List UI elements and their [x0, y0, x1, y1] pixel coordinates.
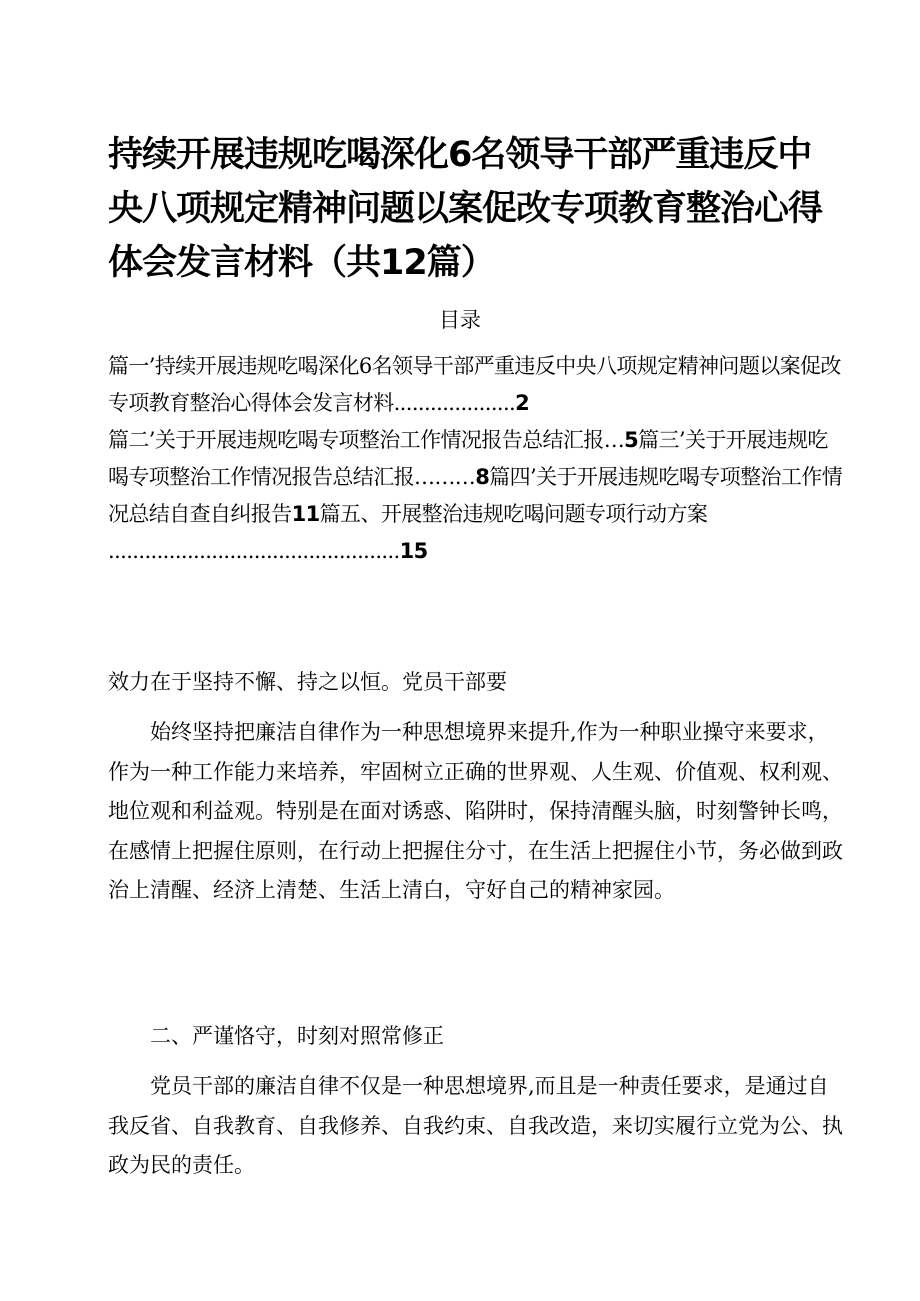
toc-entry-2[interactable]: [108, 428, 638, 452]
body-paragraph-1: 始终坚持把廉洁自律作为一种思想境界来提升,作为一种职业操守来要求，作为一种工作能力来培养，牢固树立正确的世界观、人生观、价值观、权利观、地位观和利益观。特别是在面对诱惑、陷阱时，保持清醒头脑，时刻警钟长鸣，在感情上把握住原则，在行动上把握住分寸，在生活上把握住小节，务必做到政治上清醒、经济上清楚、生活上清白，守好自己的精神家园。: [108, 720, 843, 903]
toc-entry-page: 5: [624, 428, 639, 452]
toc-entry-text: 篇五、开展整治违规吃喝问题专项行动方案: [319, 502, 708, 526]
table-of-contents: [108, 348, 844, 570]
toc-entry-leader: ................................................: [108, 539, 400, 563]
toc-entry-page: 15: [399, 539, 428, 563]
lead-paragraph: 效力在于坚持不懈、持之以恒。党员干部要: [108, 670, 507, 694]
document-title: 持续开展违规吃喝深化6名领导干部严重违反中央八项规定精神问题以案促改专项教育整治心得体会发言材料（共12篇）: [108, 135, 823, 283]
toc-entry-page: 2: [515, 391, 530, 415]
section-heading-2: 二、严谨恪守，时刻对照常修正: [150, 1024, 444, 1048]
toc-entry-leader: ………: [414, 465, 476, 489]
toc-entry-text: 篇二’关于开展违规吃喝专项整治工作情况报告总结汇报: [108, 428, 604, 452]
body-paragraph-2: 党员干部的廉洁自律不仅是一种思想境界,而且是一种责任要求，是通过自我反省、自我教育、自我修养、自我约束、自我改造，来切实履行立党为公、执政为民的责任。: [108, 1074, 843, 1178]
toc-heading: 目录: [439, 308, 481, 332]
toc-entry-leader: …: [603, 428, 625, 452]
toc-entry-text: 篇一’持续开展违规吃喝深化6名领导干部严重违反中央八项规定精神问题以案促改专项教育整治心得体会发言材料: [108, 354, 841, 415]
toc-entry-leader: ....................: [393, 391, 516, 415]
toc-entry-text: 篇四’关于开展违规吃喝专项整治工作情况总结自查自纠报告: [108, 465, 843, 526]
toc-entry-1[interactable]: [108, 354, 841, 415]
toc-entry-page: 8: [475, 465, 490, 489]
toc-entry-page: 11: [291, 502, 320, 526]
toc-entry-text: 篇三’关于开展违规吃喝专项整治工作情况报告总结汇报: [108, 428, 828, 489]
